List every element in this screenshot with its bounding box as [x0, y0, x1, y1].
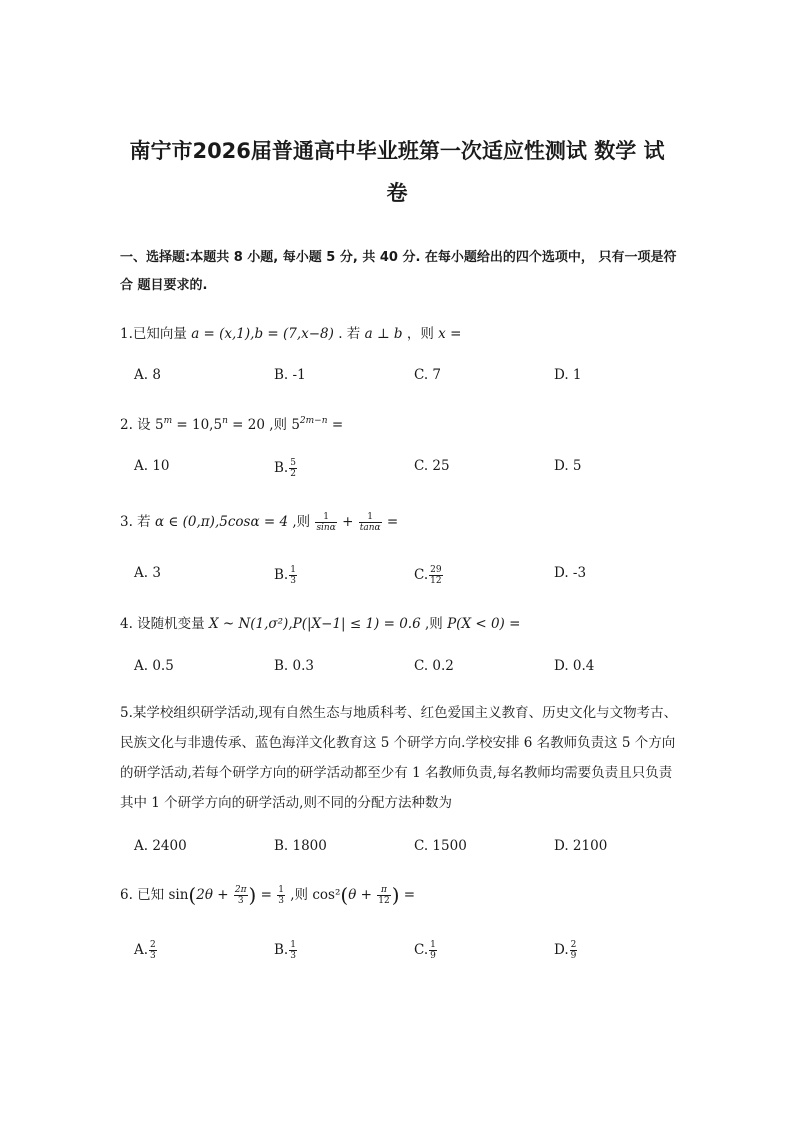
option-a[interactable]: A. 0.5 [134, 658, 174, 674]
option-c[interactable]: C. $\frac{29}{12}$ [414, 565, 442, 586]
title-line-2: 卷 [386, 181, 408, 205]
question-1-options [134, 367, 694, 391]
question-3-options [134, 565, 694, 589]
option-a[interactable]: A. 2400 [134, 838, 187, 854]
option-a[interactable]: A. 8 [134, 367, 161, 383]
question-2: 2. 设 $5^m = 10,5^n = 20$ ,则 $5^{2m-n}$ = [120, 416, 344, 433]
option-b[interactable]: B. -1 [274, 367, 306, 383]
option-b[interactable]: B. $\frac{1}{3}$ [274, 565, 296, 586]
option-c[interactable]: C. $\frac{1}{9}$ [414, 940, 436, 961]
option-d[interactable]: D. -3 [554, 565, 587, 581]
section-heading: 一、选择题:本题共 8 小题, 每小题 5 分, 共 40 分. 在每小题给出的四个选项中， 只有一项是符合 题目要求的. [120, 250, 677, 293]
question-6-options [134, 940, 694, 964]
option-b[interactable]: B. $\frac{1}{3}$ [274, 940, 296, 961]
question-3: 3. 若 α ∈ (0,π),5cosα = 4 ,则 $\frac{1}{\sin\alpha}$ + $\frac{1}{\tan\alpha}$ = [120, 512, 399, 533]
question-2-options [134, 458, 694, 482]
option-c[interactable]: C. 1500 [414, 838, 467, 854]
question-6: 6. 已知 sin(2θ + $\frac{2\pi}{3}$ ) = $\frac{1}{3}$ ,则 cos²(θ + $\frac{\pi}{12}$ ) = [120, 883, 416, 907]
option-b[interactable]: B. 1800 [274, 838, 327, 854]
question-4-options [134, 658, 694, 682]
question-1: 1.已知向量 a = (x,1),b = (7,x−8) . 若 a ⊥ b ，则 x = [120, 326, 462, 342]
option-d[interactable]: D. $\frac{2}{9}$ [554, 940, 577, 961]
option-a[interactable]: A. 3 [134, 565, 161, 581]
option-b[interactable]: B. $\frac{5}{2}$ [274, 458, 296, 479]
option-c[interactable]: C. 7 [414, 367, 442, 383]
option-a[interactable]: A. 10 [134, 458, 170, 474]
question-5: 5.某学校组织研学活动,现有自然生态与地质科考、红色爱国主义教育、历史文化与文物考古、 民族文化与非遗传承、蓝色海洋文化教育这 5 个研学方向.学校安排 6 名教师负责这 5 个方向的研学活动,若每个研学方向的研学活动都至少有 1 名教师负责,每名教师均需要负责且只负责其中 1 个研学方向的研学活动,则不同的分配方法种数为 [120, 705, 678, 811]
option-d[interactable]: D. 0.4 [554, 658, 595, 674]
option-d[interactable]: D. 1 [554, 367, 582, 383]
page-title [117, 130, 677, 214]
option-d[interactable]: D. 5 [554, 458, 582, 474]
question-4: 4. 设随机变量 X ~ N(1,σ²),P(|X−1| ≤ 1) = 0.6 ,则 P(X < 0) = [120, 616, 521, 632]
option-c[interactable]: C. 25 [414, 458, 450, 474]
question-5-options [134, 838, 694, 862]
title-line-1: 南宁市2026届普通高中毕业班第一次适应性测试 数学 试 [129, 139, 665, 163]
option-c[interactable]: C. 0.2 [414, 658, 454, 674]
option-d[interactable]: D. 2100 [554, 838, 608, 854]
option-b[interactable]: B. 0.3 [274, 658, 314, 674]
option-a[interactable]: A. $\frac{2}{3}$ [134, 940, 156, 961]
